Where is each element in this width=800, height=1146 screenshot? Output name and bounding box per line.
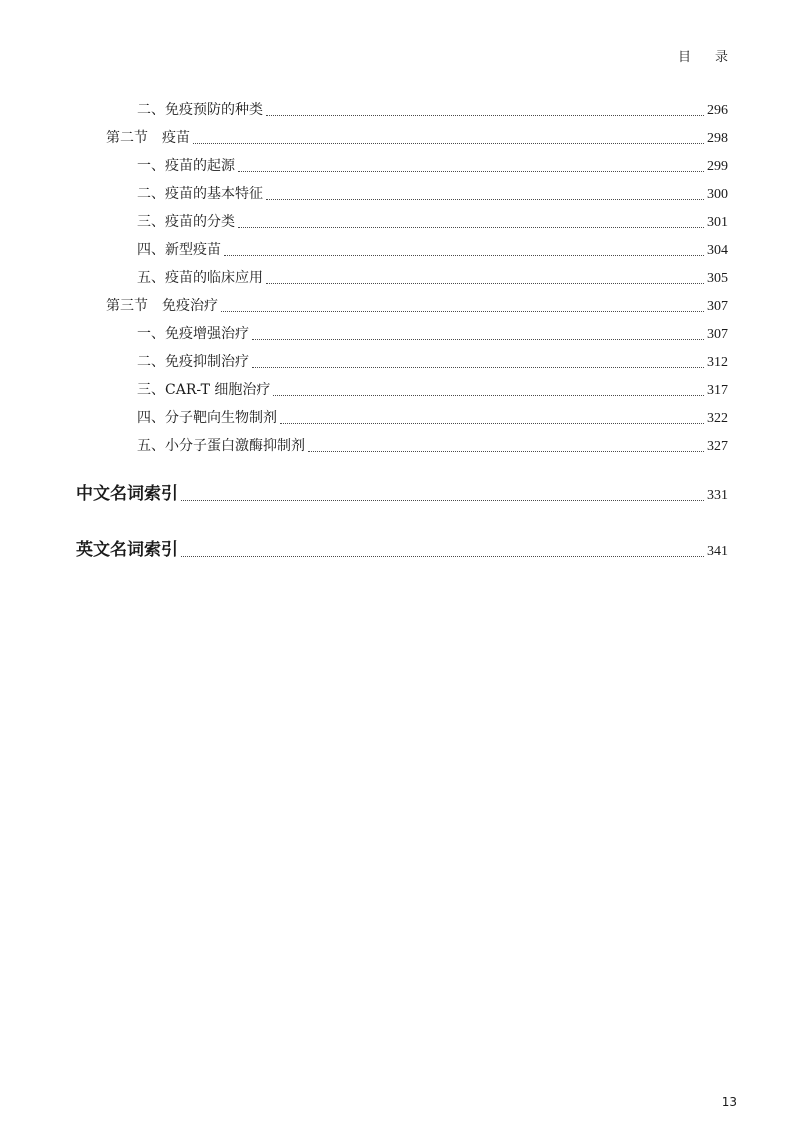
toc-index-entry[interactable] bbox=[76, 479, 728, 504]
dot-leader bbox=[280, 409, 704, 424]
toc-entry-title: 三、疫苗的分类 bbox=[137, 214, 235, 230]
toc-entry-title: 五、疫苗的临床应用 bbox=[137, 270, 263, 286]
dot-leader bbox=[266, 185, 704, 200]
dot-leader bbox=[238, 157, 704, 172]
dot-leader bbox=[273, 381, 704, 396]
toc-entry[interactable] bbox=[137, 267, 728, 287]
toc-entry-page: 317 bbox=[707, 383, 728, 398]
toc-entry-page: 296 bbox=[707, 103, 728, 118]
dot-leader bbox=[252, 353, 704, 368]
running-header bbox=[678, 46, 728, 65]
dot-leader bbox=[266, 101, 704, 116]
toc-entry-title: 中文名词索引 bbox=[76, 484, 178, 504]
toc-entry[interactable] bbox=[106, 127, 728, 147]
toc-entry-title: 二、免疫抑制治疗 bbox=[137, 354, 249, 370]
toc-entry-page: 305 bbox=[707, 271, 728, 286]
toc-entry-page: 300 bbox=[707, 187, 728, 202]
toc-entry-page: 298 bbox=[707, 131, 728, 146]
toc-entry-page: 331 bbox=[707, 488, 728, 503]
toc-entry-title: 四、分子靶向生物制剂 bbox=[137, 410, 277, 426]
toc-entry-title: 五、小分子蛋白激酶抑制剂 bbox=[137, 438, 305, 454]
toc-entry-page: 301 bbox=[707, 215, 728, 230]
toc-entry-title: 二、疫苗的基本特征 bbox=[137, 186, 263, 202]
toc-entry-title: 英文名词索引 bbox=[76, 540, 178, 560]
toc-entry-page: 322 bbox=[707, 411, 728, 426]
page-number: 13 bbox=[721, 1095, 737, 1109]
running-header-char: 录 bbox=[714, 50, 728, 65]
toc-entry[interactable] bbox=[137, 99, 728, 119]
dot-leader bbox=[238, 213, 704, 228]
running-header-char: 目 bbox=[677, 50, 691, 65]
toc-entry-page: 304 bbox=[707, 243, 728, 258]
toc-entry-page: 327 bbox=[707, 439, 728, 454]
toc-entry-title: 二、免疫预防的种类 bbox=[137, 102, 263, 118]
dot-leader bbox=[252, 325, 704, 340]
toc-entry[interactable] bbox=[137, 211, 728, 231]
toc-entry-page: 299 bbox=[707, 159, 728, 174]
dot-leader bbox=[181, 539, 704, 557]
toc-entry-page: 341 bbox=[707, 544, 728, 559]
toc-index-entry[interactable] bbox=[76, 535, 728, 560]
toc-entry-title: 第三节 免疫治疗 bbox=[106, 298, 218, 314]
toc-entry-title: 四、新型疫苗 bbox=[137, 242, 221, 258]
toc-entry[interactable] bbox=[106, 295, 728, 315]
toc-entry[interactable] bbox=[137, 351, 728, 371]
toc-entry[interactable] bbox=[137, 407, 728, 427]
toc-entry[interactable] bbox=[137, 155, 728, 175]
dot-leader bbox=[224, 241, 704, 256]
toc-entry-title: 一、疫苗的起源 bbox=[137, 158, 235, 174]
toc-entry-page: 307 bbox=[707, 299, 728, 314]
dot-leader bbox=[221, 297, 704, 312]
dot-leader bbox=[193, 129, 704, 144]
dot-leader bbox=[266, 269, 704, 284]
toc-entry[interactable] bbox=[137, 183, 728, 203]
toc-entry-title: 一、免疫增强治疗 bbox=[137, 326, 249, 342]
dot-leader bbox=[308, 437, 704, 452]
toc-entry[interactable] bbox=[137, 239, 728, 259]
toc-entry[interactable] bbox=[137, 323, 728, 343]
toc-entry-page: 312 bbox=[707, 355, 728, 370]
dot-leader bbox=[181, 483, 704, 501]
toc-entry[interactable] bbox=[137, 435, 728, 455]
toc-entry[interactable] bbox=[137, 379, 728, 399]
toc-entry-title: 三、CAR-T 细胞治疗 bbox=[137, 382, 271, 398]
toc-entry-title: 第二节 疫苗 bbox=[106, 130, 190, 146]
toc-entry-page: 307 bbox=[707, 327, 728, 342]
